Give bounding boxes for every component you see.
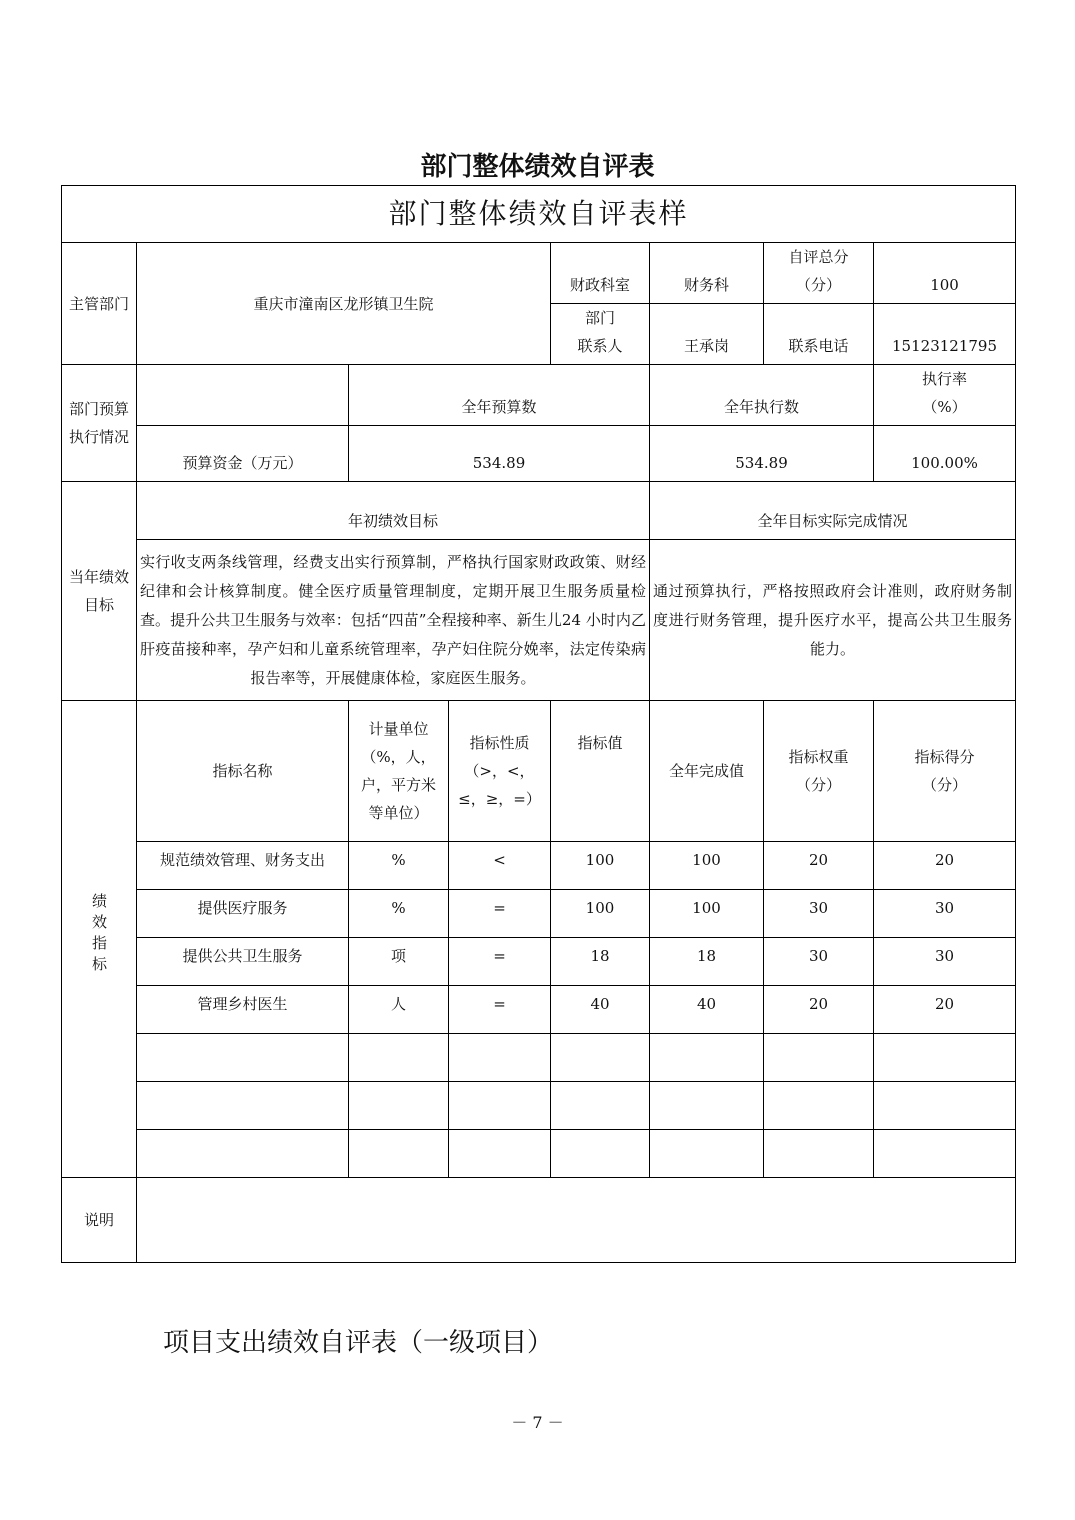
budget-blank-cell (137, 365, 349, 426)
indicator-score: 20 (874, 842, 1016, 890)
indicator-unit-header: 计量单位（%，人，户，平方米等单位） (349, 701, 449, 842)
office-label: 财政科室 (551, 243, 650, 304)
goals-section-label: 当年绩效目标 (62, 482, 137, 701)
budget-executed-value: 534.89 (650, 426, 874, 482)
indicators-section-label (62, 701, 137, 1178)
actual-goals-header: 全年目标实际完成情况 (650, 482, 1016, 540)
empty-cell (764, 1034, 874, 1082)
score-label-line-2: （分） (795, 276, 841, 294)
phone-value: 15123121795 (874, 304, 1016, 365)
table-row (62, 890, 1016, 938)
empty-table-row (62, 1034, 1016, 1082)
budget-section-label: 部门预算执行情况 (62, 365, 137, 482)
indicator-actual: 100 (650, 890, 764, 938)
indicator-weight: 30 (764, 890, 874, 938)
table-row (62, 842, 1016, 890)
indicator-unit: % (349, 842, 449, 890)
indicator-nature: < (449, 842, 551, 890)
indicator-target-header: 指标值 (551, 701, 650, 842)
empty-cell (449, 1034, 551, 1082)
indicator-name-header: 指标名称 (137, 701, 349, 842)
contact-label-line-2: 联系人 (577, 337, 623, 355)
actual-goals-text: 通过预算执行，严格按照政府会计准则，政府财务制度进行财务管理，提升医疗水平，提高公共卫生服务能力。 (650, 540, 1016, 701)
empty-cell (137, 1130, 349, 1178)
indicator-nature: = (449, 986, 551, 1034)
empty-cell (874, 1130, 1016, 1178)
budget-executed-header: 全年执行数 (650, 365, 874, 426)
budget-rate-header-line-2: （%） (922, 398, 967, 416)
empty-cell (349, 1034, 449, 1082)
budget-rate-value: 100.00% (874, 426, 1016, 482)
budget-total-value: 534.89 (349, 426, 650, 482)
indicator-score-header: 指标得分（分） (874, 701, 1016, 842)
empty-table-row (62, 1130, 1016, 1178)
indicator-weight: 30 (764, 938, 874, 986)
empty-cell (551, 1034, 650, 1082)
score-label-line-1: 自评总分 (788, 248, 849, 266)
indicator-actual-header: 全年完成值 (650, 701, 764, 842)
indicator-target: 100 (551, 842, 650, 890)
empty-cell (650, 1034, 764, 1082)
indicator-weight: 20 (764, 986, 874, 1034)
empty-cell (449, 1082, 551, 1130)
empty-cell (874, 1034, 1016, 1082)
indicator-nature: = (449, 938, 551, 986)
empty-cell (551, 1130, 650, 1178)
indicator-unit: % (349, 890, 449, 938)
budget-total-header: 全年预算数 (349, 365, 650, 426)
indicators-section-label-text: 绩效指标 (90, 892, 108, 977)
budget-row-label: 预算资金（万元） (137, 426, 349, 482)
form-heading: 部门整体绩效自评表样 (62, 186, 1016, 243)
budget-rate-header (874, 365, 1016, 426)
empty-cell (764, 1130, 874, 1178)
contact-label (551, 304, 650, 365)
self-evaluation-form (61, 185, 1016, 1263)
empty-cell (764, 1082, 874, 1130)
empty-cell (349, 1130, 449, 1178)
empty-cell (650, 1130, 764, 1178)
phone-label: 联系电话 (764, 304, 874, 365)
indicator-name: 管理乡村医生 (137, 986, 349, 1034)
indicator-score: 30 (874, 890, 1016, 938)
contact-value: 王承岗 (650, 304, 764, 365)
dept-value: 重庆市潼南区龙形镇卫生院 (137, 243, 551, 365)
office-value: 财务科 (650, 243, 764, 304)
indicator-score: 20 (874, 986, 1016, 1034)
indicator-unit: 人 (349, 986, 449, 1034)
empty-cell (650, 1082, 764, 1130)
indicator-actual: 40 (650, 986, 764, 1034)
empty-table-row (62, 1082, 1016, 1130)
empty-cell (449, 1130, 551, 1178)
score-value: 100 (874, 243, 1016, 304)
section-title: 项目支出绩效自评表（一级项目） (163, 1328, 554, 1358)
indicator-target: 18 (551, 938, 650, 986)
initial-goals-text: 实行收支两条线管理，经费支出实行预算制，严格执行国家财政政策、财经纪律和会计核算制度。健全医疗质量管理制度，定期开展卫生服务质量检查。提升公共卫生服务与效率：包括“四苗”全程接种率、新生儿24 小时内乙肝疫苗接种率，孕产妇和儿童系统管理率，孕产妇住院分娩率，法定传染病报告率等，开展健康体检，家庭医生服务。 (137, 540, 650, 701)
indicator-actual: 18 (650, 938, 764, 986)
page-number: － 7 － (511, 1413, 564, 1432)
score-label (764, 243, 874, 304)
empty-cell (874, 1082, 1016, 1130)
indicator-actual: 100 (650, 842, 764, 890)
notes-value (137, 1178, 1016, 1263)
indicator-score: 30 (874, 938, 1016, 986)
indicator-weight-header: 指标权重（分） (764, 701, 874, 842)
empty-cell (137, 1082, 349, 1130)
budget-rate-header-line-1: 执行率 (922, 370, 968, 388)
indicator-target: 40 (551, 986, 650, 1034)
indicator-name: 规范绩效管理、财务支出 (137, 842, 349, 890)
indicator-nature-header: 指标性质（>，<，≤，≥，=） (449, 701, 551, 842)
indicator-target: 100 (551, 890, 650, 938)
empty-cell (551, 1082, 650, 1130)
dept-label: 主管部门 (62, 243, 137, 365)
contact-label-line-1: 部门 (584, 309, 615, 327)
notes-label: 说明 (62, 1178, 137, 1263)
indicator-weight: 20 (764, 842, 874, 890)
page-title: 部门整体绩效自评表 (420, 152, 655, 182)
initial-goals-header: 年初绩效目标 (137, 482, 650, 540)
indicator-unit: 项 (349, 938, 449, 986)
indicator-name: 提供医疗服务 (137, 890, 349, 938)
empty-cell (137, 1034, 349, 1082)
table-row (62, 986, 1016, 1034)
table-row (62, 938, 1016, 986)
empty-cell (349, 1082, 449, 1130)
indicator-nature: = (449, 890, 551, 938)
indicator-name: 提供公共卫生服务 (137, 938, 349, 986)
